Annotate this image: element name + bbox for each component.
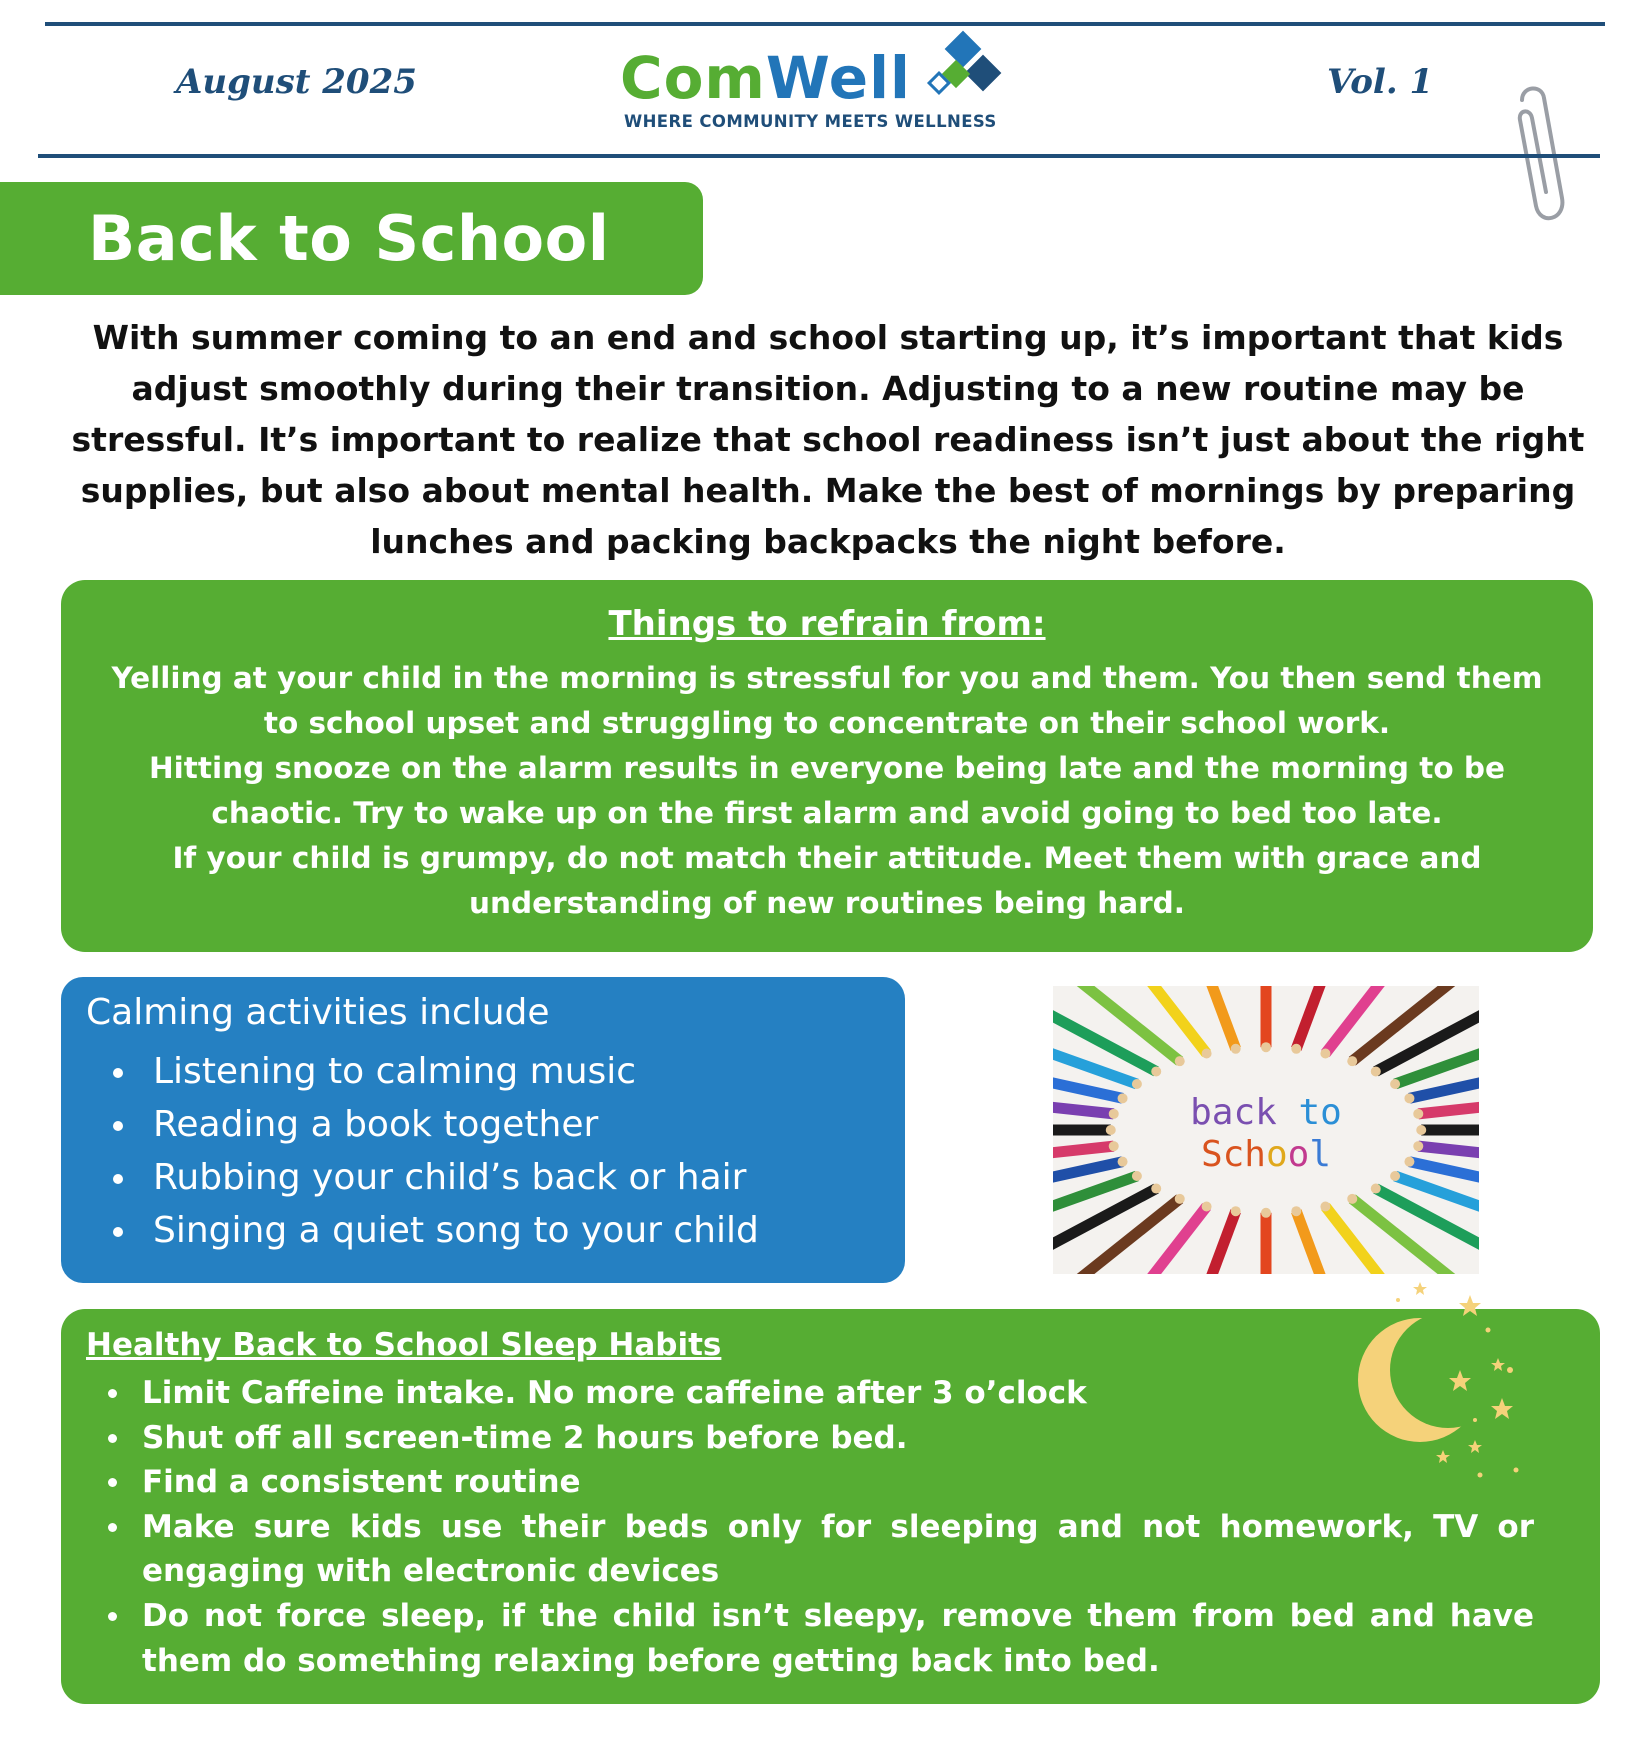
refrain-box (61, 580, 1593, 952)
pencil-tip (1151, 1184, 1161, 1194)
pencil (1296, 1211, 1353, 1274)
pencil-tip (1371, 1066, 1381, 1076)
list-item: Listening to calming music (91, 1045, 759, 1098)
logo-diamonds-icon (912, 30, 1012, 120)
pencil-tip (1261, 1042, 1271, 1052)
pencil-tip (1109, 1109, 1119, 1119)
pencil-tip (1202, 1201, 1212, 1211)
pencil-tip (1413, 1109, 1423, 1119)
pencil-tip (1261, 1208, 1271, 1218)
calming-activities-box (61, 977, 905, 1283)
title-banner (0, 182, 703, 295)
moon-stars-icon (1320, 1270, 1580, 1500)
volume-number: Vol. 1 (1327, 62, 1434, 102)
pencil-tip (1416, 1125, 1426, 1135)
page-title: Back to School (88, 202, 610, 275)
header-top-rule (45, 22, 1605, 26)
pencil-tip (1231, 1206, 1241, 1216)
list-item: Make sure kids use their beds only for sleeping and not homework, TV or engaging with electronic devices (86, 1505, 1534, 1594)
logo-word-well: Well (765, 44, 911, 112)
pencil-tip (1371, 1184, 1381, 1194)
pencil-tip (1175, 1194, 1185, 1204)
pencil-tip (1151, 1066, 1161, 1076)
pencil-tip (1231, 1044, 1241, 1054)
pencil (1296, 986, 1353, 1049)
pencil-tip (1320, 1049, 1330, 1059)
pencil-tip (1390, 1079, 1400, 1089)
issue-date: August 2025 (176, 62, 417, 102)
list-item: Shut off all screen-time 2 hours before bed. (86, 1416, 1534, 1461)
image-text-line1: back to (1190, 1092, 1342, 1133)
refrain-heading: Things to refrain from: (608, 604, 1046, 644)
refrain-paragraph: Hitting snooze on the alarm results in everyone being late and the morning to be chaotic. Try to wake up on the first alarm and avoid going to bed too late. (148, 751, 1506, 830)
list-item: Singing a quiet song to your child (91, 1204, 759, 1257)
pencil (1179, 986, 1236, 1049)
list-item: Do not force sleep, if the child isn’t sleepy, remove them from bed and have them do something relaxing before getting back into bed. (86, 1594, 1534, 1683)
list-item: Find a consistent routine (86, 1460, 1534, 1505)
sleep-list (86, 1371, 1534, 1683)
pencil-tip (1291, 1206, 1301, 1216)
pencil-tip (1347, 1194, 1357, 1204)
refrain-body (91, 656, 1563, 926)
pencil-tip (1320, 1201, 1330, 1211)
pencil-tip (1118, 1157, 1128, 1167)
image-text-line2: School (1200, 1134, 1332, 1175)
pencil-tip (1202, 1049, 1212, 1059)
pencil-tip (1404, 1157, 1414, 1167)
header-bottom-rule (38, 154, 1600, 158)
pencil-tip (1132, 1079, 1142, 1089)
comwell-logo (620, 30, 1010, 140)
back-to-school-pencils-image (1053, 986, 1479, 1274)
list-item: Rubbing your child’s back or hair (91, 1151, 759, 1204)
logo-wordmark (620, 46, 911, 110)
pencil-tip (1390, 1171, 1400, 1181)
calming-list (91, 1045, 759, 1257)
calming-heading: Calming activities include (86, 992, 550, 1033)
pencil-tip (1175, 1056, 1185, 1066)
pencil-tip (1118, 1093, 1128, 1103)
pencils-illustration (1053, 986, 1479, 1274)
pencil-tip (1132, 1171, 1142, 1181)
refrain-paragraph: Yelling at your child in the morning is stressful for you and them. You then send them to school upset and struggling to concentrate on their school work. (111, 661, 1543, 740)
pencil-tip (1291, 1044, 1301, 1054)
list-item: Reading a book together (91, 1098, 759, 1151)
logo-word-com: Com (620, 44, 766, 112)
list-item: Limit Caffeine intake. No more caffeine after 3 o’clock (86, 1371, 1534, 1416)
pencil-tip (1109, 1141, 1119, 1151)
pencil-tip (1404, 1093, 1414, 1103)
pencil-tip (1347, 1056, 1357, 1066)
pencil-tip (1106, 1125, 1116, 1135)
refrain-paragraph: If your child is grumpy, do not match their attitude. Meet them with grace and understanding of new routines being hard. (172, 841, 1482, 920)
sleep-heading: Healthy Back to School Sleep Habits (86, 1327, 722, 1363)
intro-paragraph: With summer coming to an end and school starting up, it’s important that kids adjust smoothly during their transition. Adjusting to a new routine may be stressful. It’s important to realize that school readiness isn’t just about the right supplies, but also about mental health. Make the best of mornings by preparing lunches and packing backpacks the night before. (71, 318, 1585, 561)
pencil (1179, 1211, 1236, 1274)
logo-tagline: WHERE COMMUNITY MEETS WELLNESS (624, 112, 997, 131)
pencil-tip (1413, 1141, 1423, 1151)
